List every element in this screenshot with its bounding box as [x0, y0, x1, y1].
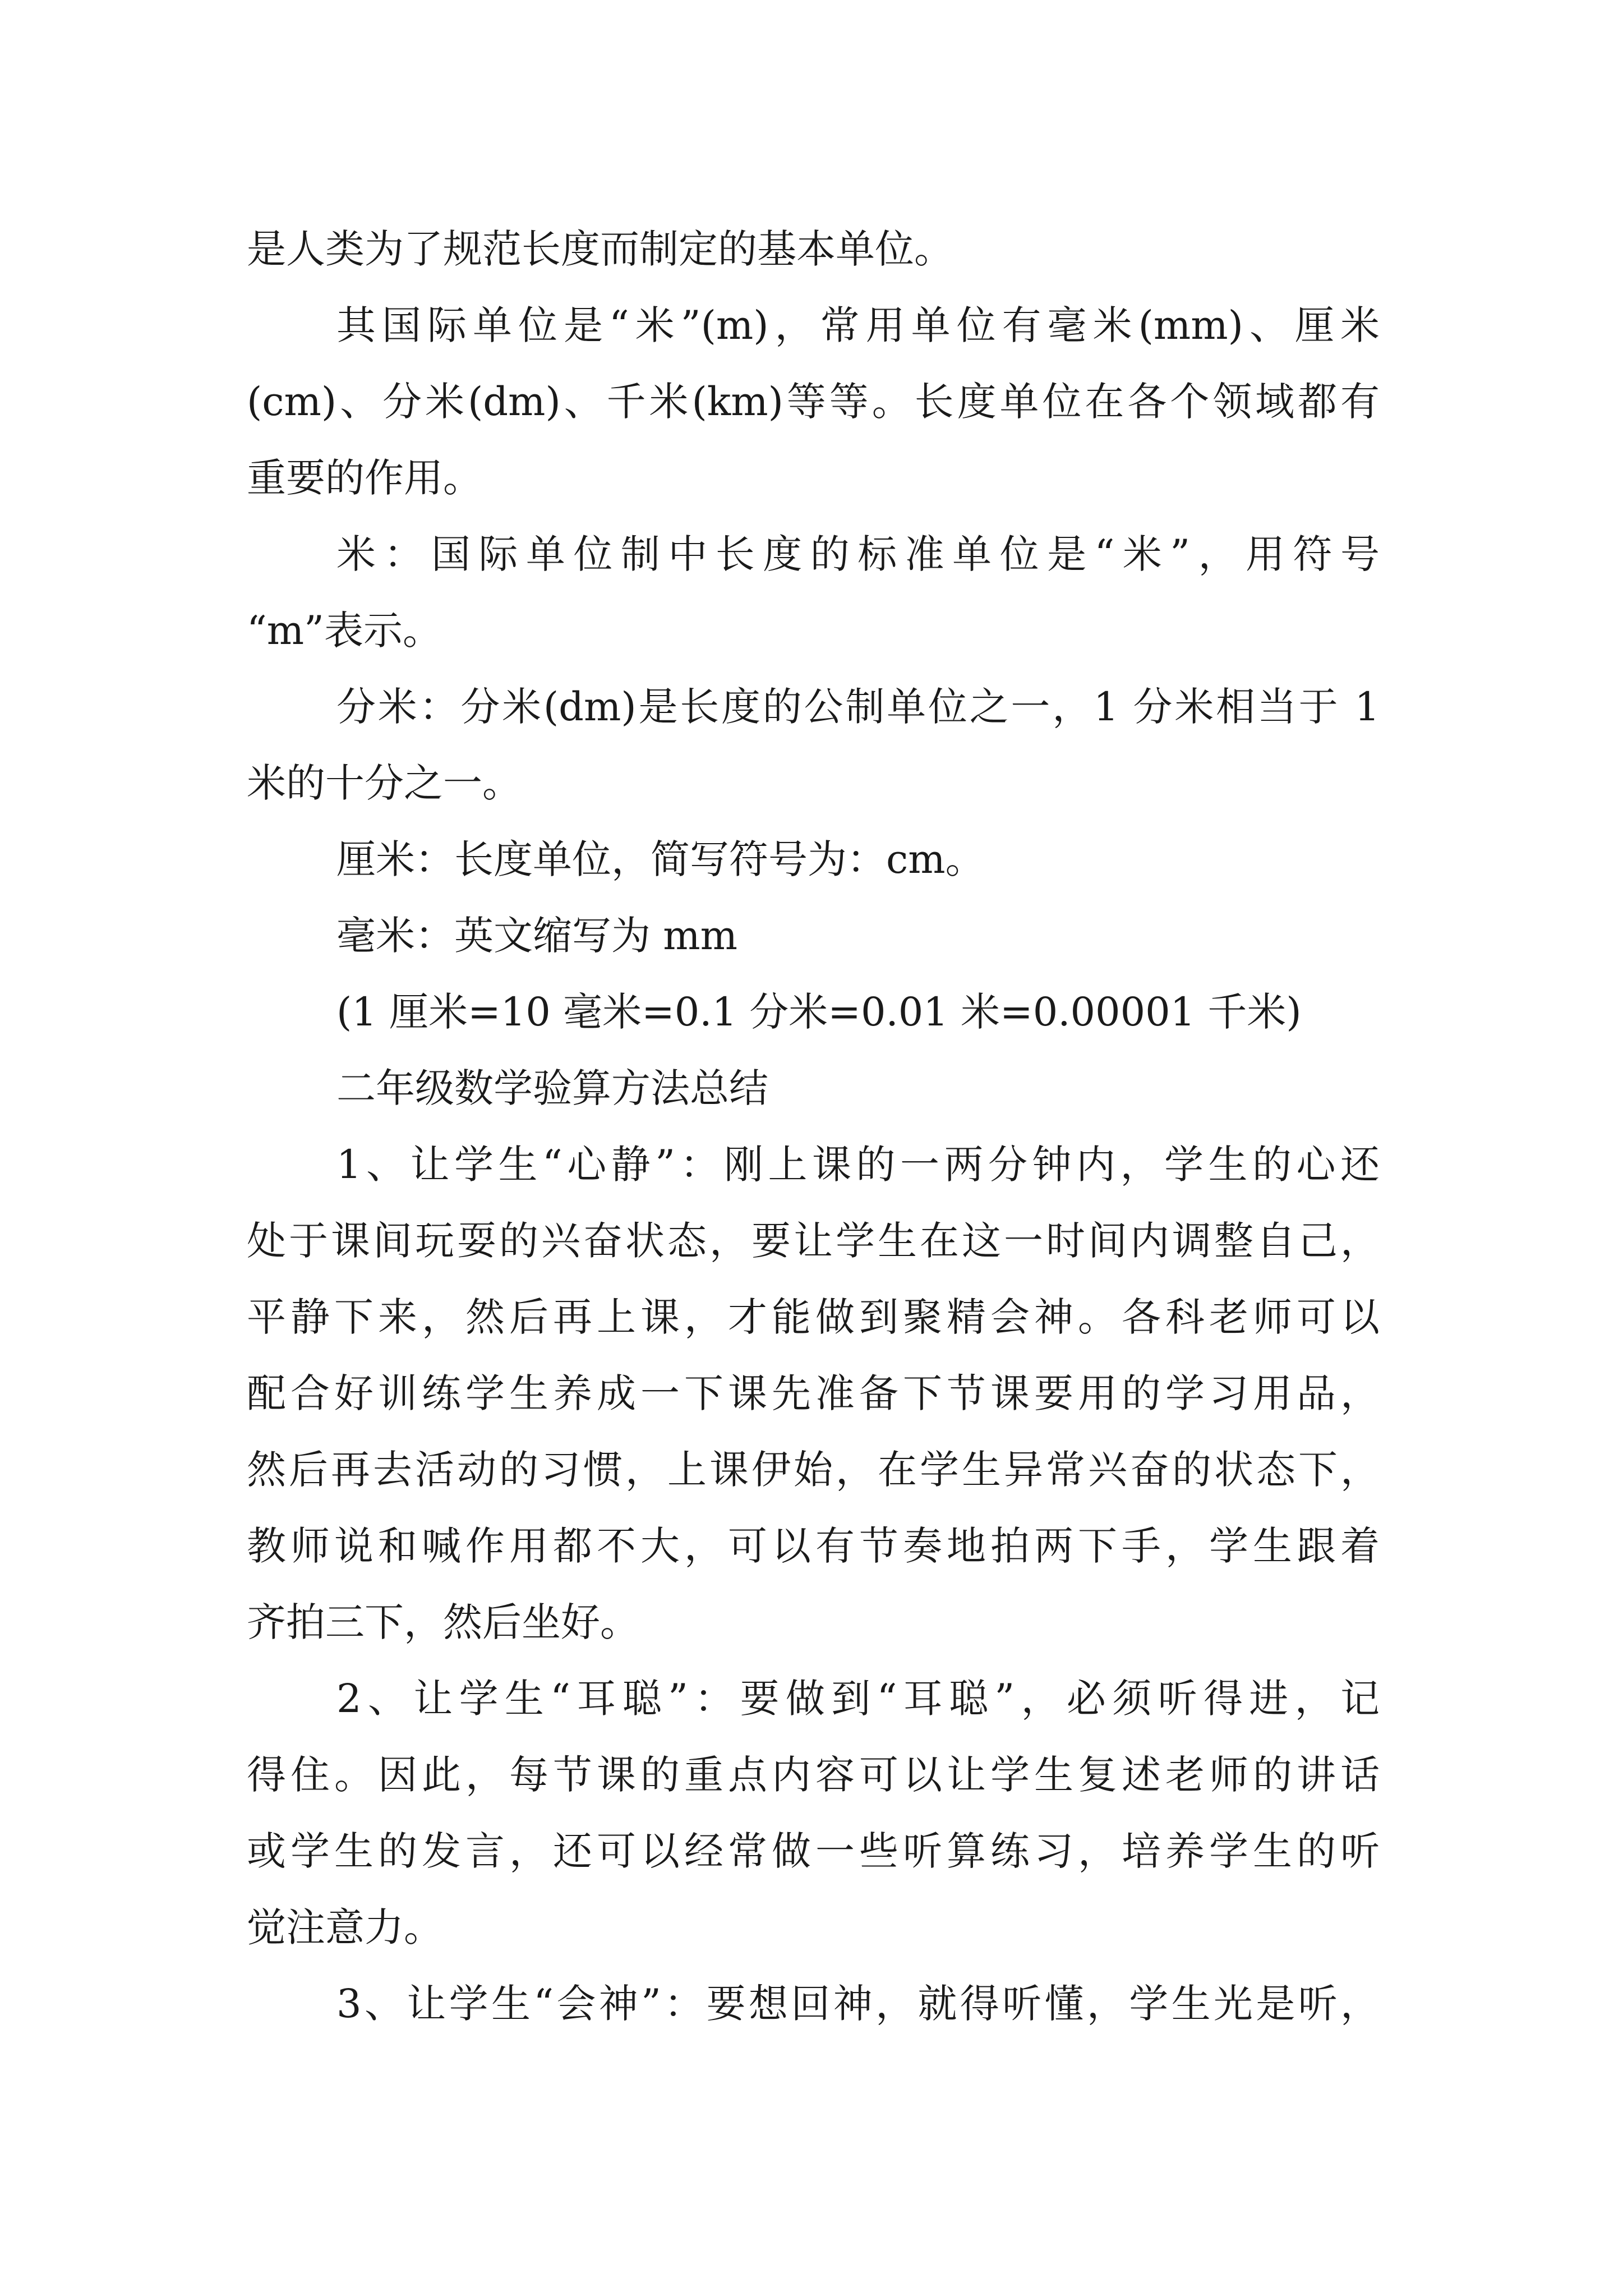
paragraph-first-line: 2、让学生“耳聪”：要做到“耳聪”，必须听得进，记 — [336, 1676, 1380, 1722]
paragraph-first-line: 分米：分米(dm)是长度的公制单位之一，1 分米相当于 1 — [336, 684, 1380, 730]
text-line: 平静下来，然后再上课，才能做到聚精会神。各科老师可以 — [247, 1294, 1380, 1340]
text-line: 或学生的发言，还可以经常做一些听算练习，培养学生的听 — [247, 1828, 1380, 1874]
text-line: 觉注意力。 — [247, 1904, 443, 1950]
text-line: 齐拍三下，然后坐好。 — [247, 1599, 639, 1645]
paragraph-first-line: 毫米：英文缩写为 mm — [336, 913, 738, 959]
text-line: 重要的作用。 — [247, 455, 482, 501]
text-line: 然后再去活动的习惯，上课伊始，在学生异常兴奋的状态下， — [247, 1447, 1380, 1493]
paragraph-first-line: 1、让学生“心静”：刚上课的一两分钟内，学生的心还 — [336, 1142, 1380, 1188]
text-line: “m”表示。 — [247, 608, 442, 654]
text-line: (cm)、分米(dm)、千米(km)等等。长度单位在各个领域都有 — [247, 379, 1380, 425]
paragraph-first-line: 米：国际单位制中长度的标准单位是“米”，用符号 — [336, 531, 1380, 577]
paragraph-first-line: 厘米：长度单位，简写符号为：cm。 — [336, 836, 985, 882]
text-line: 得住。因此，每节课的重点内容可以让学生复述老师的讲话 — [247, 1752, 1380, 1798]
text-line: 处于课间玩耍的兴奋状态，要让学生在这一时间内调整自己， — [247, 1218, 1380, 1264]
text-line: 是人类为了规范长度而制定的基本单位。 — [247, 226, 953, 272]
text-line: 配合好训练学生养成一下课先准备下节课要用的学习用品， — [247, 1370, 1380, 1416]
paragraph-first-line: 3、让学生“会神”：要想回神，就得听懂，学生光是听， — [336, 1981, 1380, 2027]
section-heading: 二年级数学验算方法总结 — [336, 1065, 768, 1111]
paragraph-first-line: 其国际单位是“米”(m)，常用单位有毫米(mm)、厘米 — [336, 302, 1380, 348]
text-line: 教师说和喊作用都不大，可以有节奏地拍两下手，学生跟着 — [247, 1523, 1380, 1569]
paragraph-first-line: (1 厘米=10 毫米=0.1 分米=0.01 米=0.00001 千米) — [336, 989, 1302, 1035]
text-line: 米的十分之一。 — [247, 760, 522, 806]
